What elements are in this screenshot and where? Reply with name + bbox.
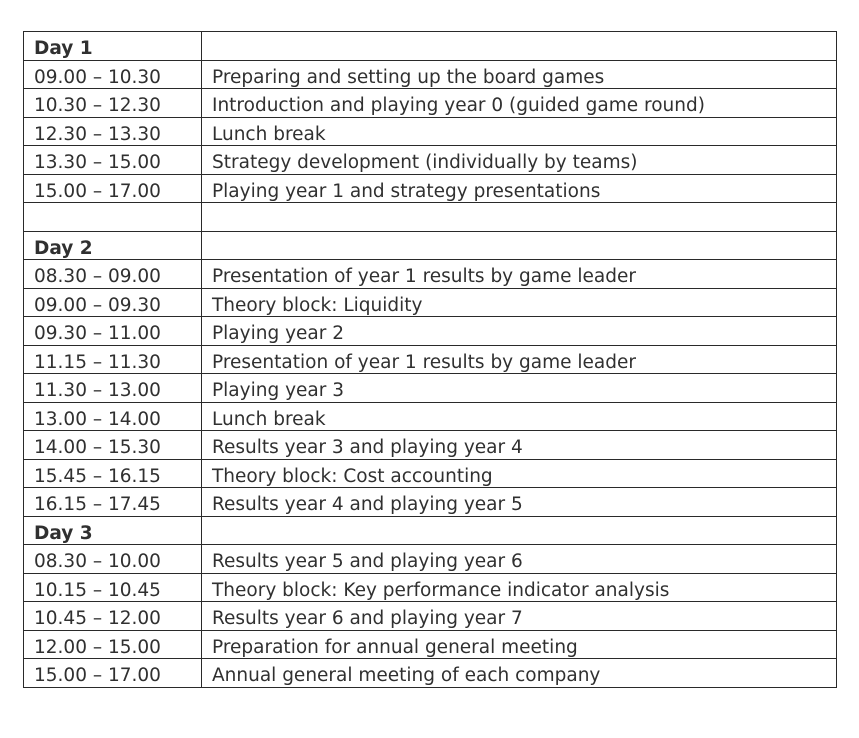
schedule-body [24, 32, 837, 688]
time-cell: 12.00 – 15.00 [24, 630, 202, 659]
time-cell: 11.30 – 13.00 [24, 374, 202, 403]
activity-cell [202, 32, 837, 61]
schedule-row [24, 60, 837, 89]
activity-cell: Theory block: Cost accounting [202, 459, 837, 488]
schedule-row [24, 402, 837, 431]
schedule-row [24, 630, 837, 659]
activity-cell: Annual general meeting of each company [202, 659, 837, 688]
time-cell: 09.00 – 10.30 [24, 60, 202, 89]
activity-cell: Theory block: Liquidity [202, 288, 837, 317]
schedule-row [24, 374, 837, 403]
time-cell: 11.15 – 11.30 [24, 345, 202, 374]
time-cell [24, 203, 202, 232]
activity-cell: Results year 3 and playing year 4 [202, 431, 837, 460]
activity-cell: Introduction and playing year 0 (guided game round) [202, 89, 837, 118]
schedule-row [24, 602, 837, 631]
day-label: Day 2 [24, 231, 202, 260]
activity-cell: Presentation of year 1 results by game leader [202, 260, 837, 289]
activity-cell: Theory block: Key performance indicator analysis [202, 573, 837, 602]
schedule-row [24, 659, 837, 688]
schedule-row [24, 431, 837, 460]
time-cell: 08.30 – 10.00 [24, 545, 202, 574]
spacer-row [24, 203, 837, 232]
schedule-row [24, 345, 837, 374]
activity-cell: Preparing and setting up the board games [202, 60, 837, 89]
activity-cell: Results year 5 and playing year 6 [202, 545, 837, 574]
activity-cell [202, 203, 837, 232]
activity-cell: Playing year 2 [202, 317, 837, 346]
schedule-row [24, 545, 837, 574]
schedule-row [24, 89, 837, 118]
activity-cell: Lunch break [202, 117, 837, 146]
time-cell: 15.00 – 17.00 [24, 659, 202, 688]
time-cell: 10.15 – 10.45 [24, 573, 202, 602]
activity-cell [202, 231, 837, 260]
time-cell: 10.30 – 12.30 [24, 89, 202, 118]
activity-cell: Playing year 3 [202, 374, 837, 403]
time-cell: 09.30 – 11.00 [24, 317, 202, 346]
schedule-row [24, 317, 837, 346]
time-cell: 16.15 – 17.45 [24, 488, 202, 517]
time-cell: 12.30 – 13.30 [24, 117, 202, 146]
day-label: Day 3 [24, 516, 202, 545]
time-cell: 08.30 – 09.00 [24, 260, 202, 289]
day-header-row [24, 231, 837, 260]
time-cell: 15.45 – 16.15 [24, 459, 202, 488]
schedule-table [23, 31, 837, 688]
activity-cell: Strategy development (individually by teams) [202, 146, 837, 175]
schedule-row [24, 573, 837, 602]
day-header-row [24, 516, 837, 545]
activity-cell: Playing year 1 and strategy presentations [202, 174, 837, 203]
schedule-row [24, 459, 837, 488]
activity-cell [202, 516, 837, 545]
activity-cell: Results year 6 and playing year 7 [202, 602, 837, 631]
time-cell: 13.30 – 15.00 [24, 146, 202, 175]
activity-cell: Presentation of year 1 results by game leader [202, 345, 837, 374]
time-cell: 09.00 – 09.30 [24, 288, 202, 317]
day-header-row [24, 32, 837, 61]
schedule-row [24, 288, 837, 317]
time-cell: 14.00 – 15.30 [24, 431, 202, 460]
schedule-row [24, 488, 837, 517]
time-cell: 13.00 – 14.00 [24, 402, 202, 431]
schedule-row [24, 146, 837, 175]
activity-cell: Results year 4 and playing year 5 [202, 488, 837, 517]
schedule-row [24, 174, 837, 203]
schedule-row [24, 117, 837, 146]
time-cell: 10.45 – 12.00 [24, 602, 202, 631]
activity-cell: Preparation for annual general meeting [202, 630, 837, 659]
day-label: Day 1 [24, 32, 202, 61]
schedule-row [24, 260, 837, 289]
time-cell: 15.00 – 17.00 [24, 174, 202, 203]
activity-cell: Lunch break [202, 402, 837, 431]
